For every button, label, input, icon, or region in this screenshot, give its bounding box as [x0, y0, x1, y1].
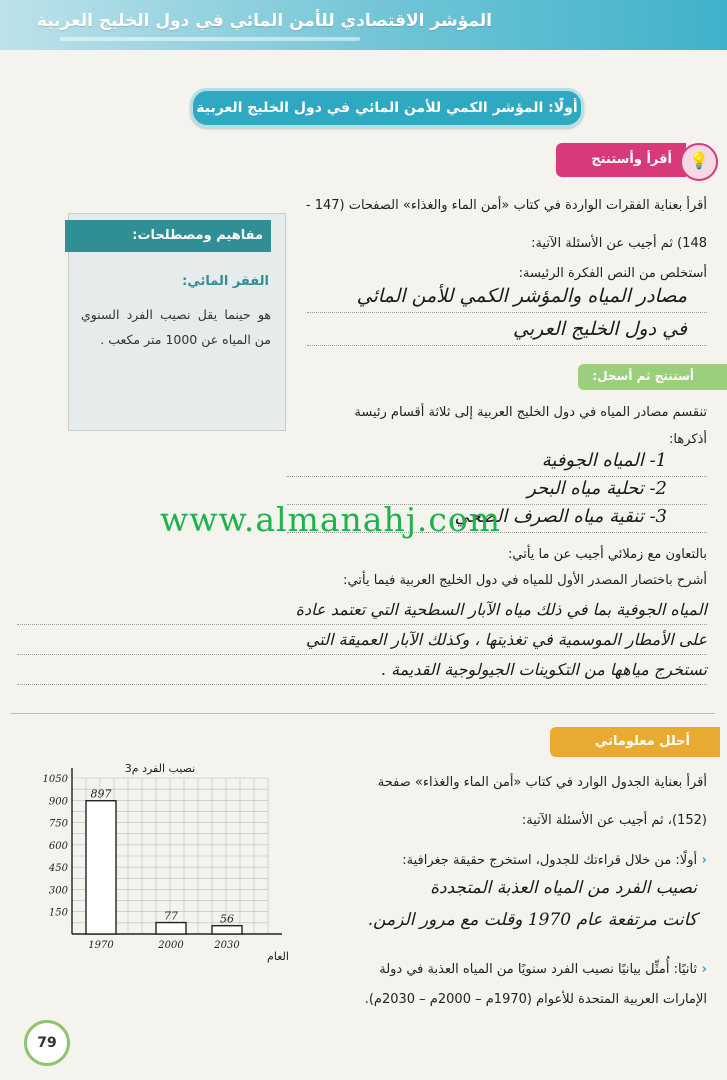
y-tick-label: 900 [48, 796, 68, 808]
banner-decoration [60, 37, 360, 41]
deduce-question-line-2: أذكرها: [669, 432, 707, 447]
read-conclude-tab [556, 143, 686, 177]
data-label: 77 [164, 909, 178, 923]
analyze-question-1-text: أولًا: من خلال قراءتك للجدول، استخرج حقيقة جغرافية: [402, 853, 698, 868]
cooperate-answer-line-2: على الأمطار الموسمية في تغذيتها ، وكذلك الآبار العميقة التي [306, 630, 707, 649]
y-tick-label: 300 [48, 885, 68, 897]
concepts-header [65, 220, 271, 252]
concept-term: الفقر المائي: [182, 274, 269, 289]
deduce-record-label: أستنتج ثم أسجل: [592, 369, 694, 383]
deduce-answer-3: 3- تنقية مياه الصرف الصحي [454, 506, 667, 527]
x-axis-label: العام [267, 950, 289, 963]
analyze-question-1 [402, 853, 707, 868]
y-tick-label: 150 [48, 907, 68, 919]
cooperate-answer-line-3: تستخرج مياهها من التكوينات الجيولوجية القديمة . [380, 660, 707, 679]
section-divider [10, 713, 715, 714]
lightbulb-icon: 💡 [680, 143, 718, 181]
cooperate-intro: بالتعاون مع زملائي أجيب عن ما يأتي: [508, 547, 707, 562]
top-banner [0, 0, 727, 50]
page-number-badge [24, 1020, 70, 1066]
read-conclude-label: أقرأ وأستنتج [591, 152, 672, 167]
data-label: 897 [90, 787, 112, 801]
section-title-pill [190, 88, 584, 128]
deduce-answer-1: 1- المياه الجوفية [541, 450, 667, 471]
concepts-header-label: مفاهيم ومصطلحات: [132, 228, 263, 243]
analyze-info-label: أحلل معلوماتي [594, 734, 690, 749]
x-tick-label: 2000 [158, 940, 184, 951]
intro-line-1: أقرأ بعناية الفقرات الواردة في كتاب «أمن الماء والغذاء» الصفحات (147 - [305, 198, 707, 213]
answer-line [17, 654, 707, 655]
answer-line [307, 345, 707, 346]
analyze-question-2-line-1 [379, 962, 707, 977]
analyze-intro-line-2: (152)، ثم أجيب عن الأسئلة الآتية: [521, 813, 707, 828]
answer-line [287, 476, 707, 477]
deduce-question-line-1: تنقسم مصادر المياه في دول الخليج العربية إلى ثلاثة أقسام رئيسة [354, 405, 707, 420]
intro-line-2: 148) ثم أجيب عن الأسئلة الآتية: [531, 236, 707, 251]
chevron-icon: ‹ [697, 962, 707, 977]
bar-2000 [156, 923, 186, 934]
y-tick-label: 1050 [42, 774, 68, 785]
cooperate-answer-line-1: المياه الجوفية بما في ذلك مياه الآبار السطحية التي تعتمد عادة [295, 600, 707, 619]
y-tick-label: 450 [48, 863, 68, 875]
data-label: 56 [220, 912, 234, 926]
answer-line [17, 684, 707, 685]
concepts-box [68, 213, 286, 431]
watermark: www.almanahj.com [160, 500, 502, 539]
analyze-question-2-text: ثانيًا: أُمثِّل بيانيًا نصيب الفرد سنويًا من المياه العذبة في دولة [379, 962, 698, 977]
bar-1970 [86, 801, 116, 934]
answer-line [307, 312, 707, 313]
cooperate-question: أشرح باختصار المصدر الأول للمياه في دول الخليج العربية فيما يأتي: [343, 573, 707, 588]
deduce-record-tab [578, 364, 727, 390]
answer-line [17, 624, 707, 625]
analyze-intro-line-1: أقرأ بعناية الجدول الوارد في كتاب «أمن الماء والغذاء» صفحة [377, 775, 707, 790]
bar-2030 [212, 926, 242, 934]
deduce-answer-2: 2- تحلية مياه البحر [527, 478, 667, 499]
x-tick-label: 1970 [88, 940, 114, 951]
banner-title: المؤشر الاقتصادي للأمن المائي في دول الخليج العربية [36, 11, 492, 31]
x-tick-label: 2030 [214, 940, 240, 951]
chevron-icon: ‹ [697, 853, 707, 868]
concept-definition: هو حينما يقل نصيب الفرد السنوي من المياه عن 1000 متر مكعب . [81, 307, 271, 347]
analyze-answer-line-2: كانت مرتفعة عام 1970 وقلت مع مرور الزمن. [367, 910, 697, 930]
y-tick-label: 600 [48, 840, 68, 852]
question-main-idea: أستخلص من النص الفكرة الرئيسة: [518, 266, 707, 281]
analyze-info-tab [550, 727, 720, 757]
water-share-bar-chart [20, 744, 300, 984]
section-title: أولًا: المؤشر الكمي للأمن المائي في دول الخليج العربية [196, 100, 578, 116]
analyze-question-2-line-2: الإمارات العربية المتحدة للأعوام (1970م – 2000م – 2030م). [364, 992, 707, 1007]
answer-main-idea-line-2: في دول الخليج العربي [513, 318, 687, 340]
y-axis-label: نصيب الفرد م3 [124, 762, 196, 775]
answer-main-idea-line-1: مصادر المياه والمؤشر الكمي للأمن المائي [356, 285, 687, 307]
y-tick-label: 750 [48, 818, 68, 830]
analyze-answer-line-1: نصيب الفرد من المياه العذبة المتجددة [430, 878, 697, 898]
page-number: 79 [37, 1035, 57, 1051]
